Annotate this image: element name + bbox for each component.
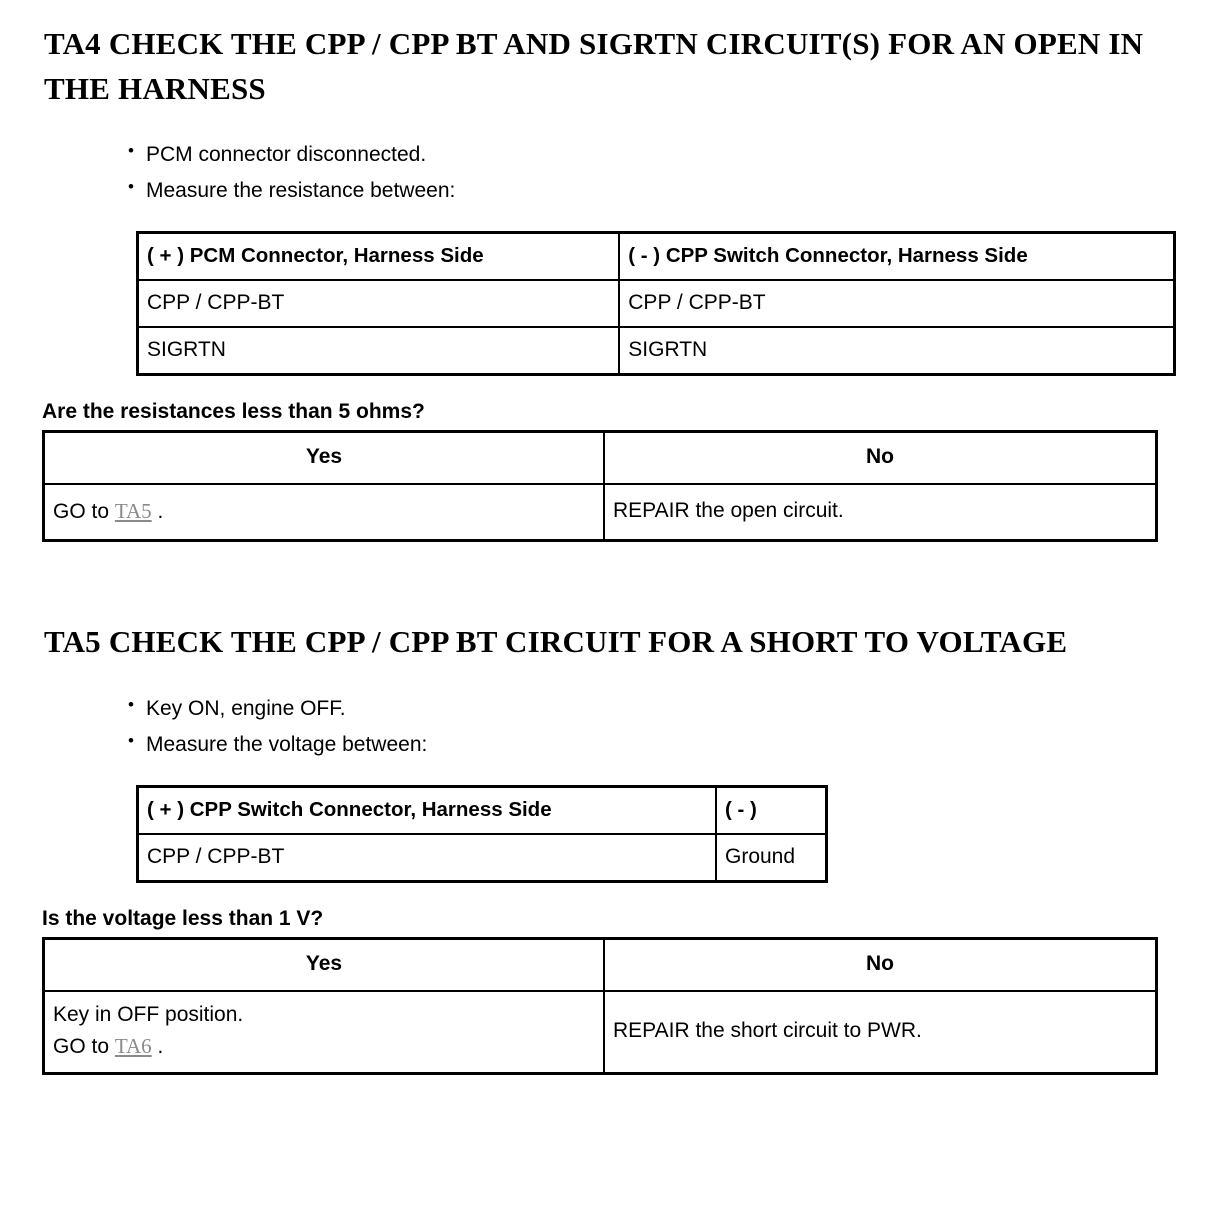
column-header-positive: ( + ) PCM Connector, Harness Side xyxy=(138,233,620,281)
measurement-table-ta5 xyxy=(136,785,828,883)
yes-header: Yes xyxy=(44,432,605,485)
cell-value: SIGRTN xyxy=(138,327,620,375)
cell-value: CPP / CPP-BT xyxy=(138,834,717,882)
section-title-ta5: TA5 CHECK THE CPP / CPP BT CIRCUIT FOR A SHORT TO VOLTAGE xyxy=(44,624,1068,660)
no-action-cell: REPAIR the open circuit. xyxy=(604,484,1157,541)
section-spacer xyxy=(40,542,1176,620)
table-row xyxy=(44,484,1157,541)
table-row xyxy=(44,939,1157,992)
column-header-negative: ( - ) xyxy=(716,787,827,835)
list-item: • PCM connector disconnected. xyxy=(128,137,1176,173)
section-title-ta4: TA4 CHECK THE CPP / CPP BT AND SIGRTN CIRCUIT(S) FOR AN OPEN IN THE HARNESS xyxy=(44,26,1144,106)
list-item: • Measure the resistance between: xyxy=(128,173,1176,209)
cell-value: SIGRTN xyxy=(619,327,1174,375)
table-row xyxy=(138,233,1175,281)
yes-action-suffix: . xyxy=(151,499,164,523)
cell-value: Ground xyxy=(716,834,827,882)
table-row xyxy=(138,327,1175,375)
table-row xyxy=(138,834,827,882)
table-row xyxy=(138,787,827,835)
list-item: • Key ON, engine OFF. xyxy=(128,691,1176,727)
list-item: • Measure the voltage between: xyxy=(128,727,1176,763)
yes-header: Yes xyxy=(44,939,605,992)
table-row xyxy=(44,432,1157,485)
yes-action-line1: Key in OFF position. xyxy=(53,1003,244,1027)
column-header-positive: ( + ) CPP Switch Connector, Harness Side xyxy=(138,787,717,835)
table-row xyxy=(44,991,1157,1074)
cell-value: CPP / CPP-BT xyxy=(138,280,620,327)
yes-action-prefix: GO to xyxy=(53,1034,115,1058)
cell-value: CPP / CPP-BT xyxy=(619,280,1174,327)
table-row xyxy=(138,280,1175,327)
question-text-ta4: Are the resistances less than 5 ohms? xyxy=(42,400,425,424)
yes-no-table-ta4 xyxy=(42,430,1158,542)
yes-action-prefix: GO to xyxy=(53,499,115,523)
yes-action-cell xyxy=(44,991,605,1074)
yes-no-table-ta5 xyxy=(42,937,1158,1075)
link-ta5[interactable]: TA5 xyxy=(114,498,152,523)
yes-action-cell xyxy=(44,484,605,541)
link-ta6[interactable]: TA6 xyxy=(114,1033,152,1058)
yes-action-suffix: . xyxy=(151,1034,164,1058)
question-text-ta5: Is the voltage less than 1 V? xyxy=(42,907,324,931)
no-header: No xyxy=(604,432,1157,485)
no-action-cell: REPAIR the short circuit to PWR. xyxy=(604,991,1157,1074)
column-header-negative: ( - ) CPP Switch Connector, Harness Side xyxy=(619,233,1174,281)
bullet-list-ta5 xyxy=(128,691,1176,763)
no-header: No xyxy=(604,939,1157,992)
measurement-table-ta4 xyxy=(136,231,1176,376)
bullet-list-ta4 xyxy=(128,137,1176,209)
